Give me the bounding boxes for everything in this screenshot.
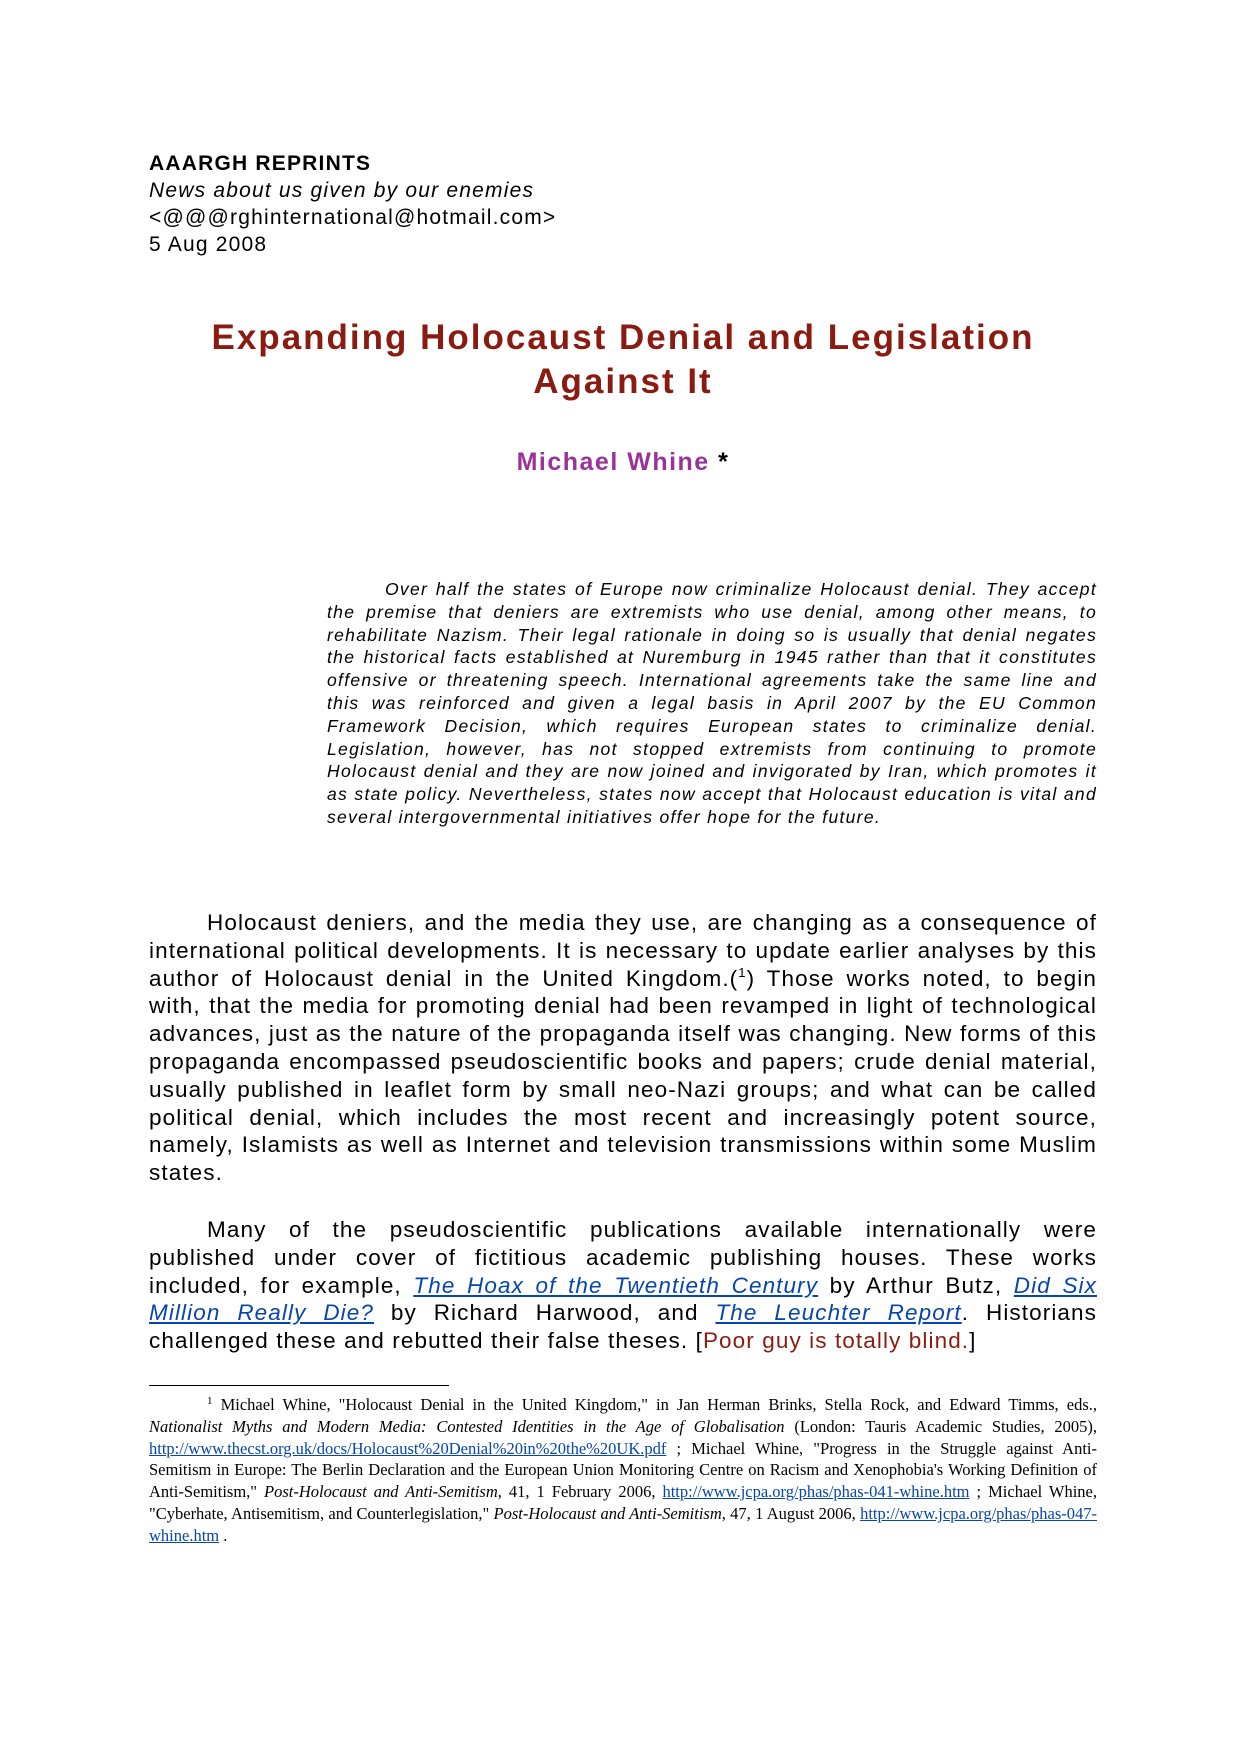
link-leuchter-report[interactable]: The Leuchter Report: [715, 1300, 962, 1326]
footnote-text: .: [219, 1525, 228, 1545]
p2-text-b: by Arthur Butz,: [818, 1272, 1014, 1298]
footnote-link-jcpa-047[interactable]: http://www.jcpa.org/phas/phas-047-whine.htm: [149, 1503, 1097, 1545]
footnote-book-title: Nationalist Myths and Modern Media: Contested Identities in the Age of Globalisation: [149, 1416, 785, 1436]
org-name: AAARGH REPRINTS: [149, 152, 372, 175]
footnote-text: ; Michael Whine, "Cyberhate, Antisemitism, and Counterlegislation,": [149, 1482, 1097, 1523]
link-did-six-million-die[interactable]: Did Six Million Really Die?: [149, 1272, 1097, 1326]
footnote-journal-title: Post-Holocaust and Anti-Semitism: [493, 1503, 722, 1523]
footnote-text: , 47, 1 August 2006,: [721, 1503, 861, 1523]
footnote-link-cst[interactable]: http://www.thecst.org.uk/docs/Holocaust%20Denial%20in%20the%20UK.pdf: [149, 1438, 667, 1458]
link-hoax-twentieth-century[interactable]: The Hoax of the Twentieth Century: [413, 1272, 819, 1298]
abstract: Over half the states of Europe now criminalize Holocaust denial. They accept the premise that deniers are extremists who use denial, among other means, to rehabilitate Nazism. Their legal rationale in doing so is usually that denial negates the historical facts established at Nuremburg in 1945 rather than that it constitutes offensive or threatening speech. International agreements take the same line and this was reinforced and given a legal basis in April 2007 by the EU Common Framework Decision, which requires European states to criminalize denial. Legislation, however, has not stopped extremists from continuing to promote Holocaust denial and they are now joined and invigorated by Iran, which promotes it as state policy. Nevertheless, states now accept that Holocaust education is vital and several intergovernmental initiatives offer hope for the future.: [327, 579, 1097, 827]
footnote-link-jcpa-041[interactable]: http://www.jcpa.org/phas/phas-041-whine.htm: [662, 1482, 970, 1502]
author-footnote-mark: *: [718, 448, 730, 476]
footnote-text: Michael Whine, "Holocaust Denial in the United Kingdom," in Jan Herman Brinks, Stella Rock, and Edward Timms, eds.,: [212, 1395, 1097, 1414]
title-line-1: Expanding Holocaust Denial and Legislation: [211, 318, 1035, 357]
footnote-separator: [149, 1385, 449, 1386]
footnote-text: ; Michael Whine, "Progress in the Struggle against Anti-Semitism in Europe: The Berlin Declaration and the European Union Monitoring Centre on Racism and Xenophobia's Working Definition of Anti-Semitism,": [149, 1438, 1097, 1502]
footnote-journal-title: Post-Holocaust and Anti-Semitism: [264, 1482, 498, 1502]
title-line-2: Against It: [533, 362, 713, 401]
article-title: [149, 316, 1097, 404]
paragraph-1: [149, 909, 1097, 1187]
editor-comment: Poor guy is totally blind.: [702, 1328, 970, 1354]
p1-text-b: ) Those works noted, to begin with, that the media for promoting denial had been revamped in light of technological advances, just as the nature of the propaganda itself was changing. New forms of this propaganda encompassed pseudoscientific books and papers; crude denial material, usually published in leaflet form by small neo-Nazi groups; and what can be called political denial, which includes the most recent and increasingly potent source, namely, Islamists as well as Internet and television transmissions within some Muslim states.: [149, 965, 1097, 1186]
author-byline: [149, 448, 1097, 477]
author-name: Michael Whine: [516, 448, 710, 476]
p2-text-c: by Richard Harwood, and: [374, 1300, 716, 1326]
footnote-text: , 41, 1 February 2006,: [497, 1482, 663, 1502]
date: 5 Aug 2008: [149, 233, 268, 256]
p2-text-d: . Historians challenged these and rebutted their false theses. [: [149, 1300, 1097, 1354]
p2-text-a: Many of the pseudoscientific publications available internationally were published under cover of fictitious academic publishing houses. These works included, for example,: [149, 1217, 1097, 1298]
p2-text-e: ]: [969, 1328, 977, 1354]
footnote-ref[interactable]: 1: [738, 964, 747, 980]
p1-text-a: Holocaust deniers, and the media they use, are changing as a consequence of international political developments. It is necessary to update earlier analyses by this author of Holocaust denial in the United Kingdom.(: [149, 910, 1097, 991]
reprint-header: [149, 150, 556, 258]
tagline: News about us given by our enemies: [149, 179, 535, 202]
email-address: <@@@rghinternational@hotmail.com>: [149, 206, 557, 229]
footnote-1: [149, 1394, 1097, 1547]
paragraph-2: [149, 1216, 1097, 1355]
footnote-text: (London: Tauris Academic Studies, 2005),: [784, 1416, 1098, 1436]
footnote-number: 1: [207, 1395, 213, 1407]
